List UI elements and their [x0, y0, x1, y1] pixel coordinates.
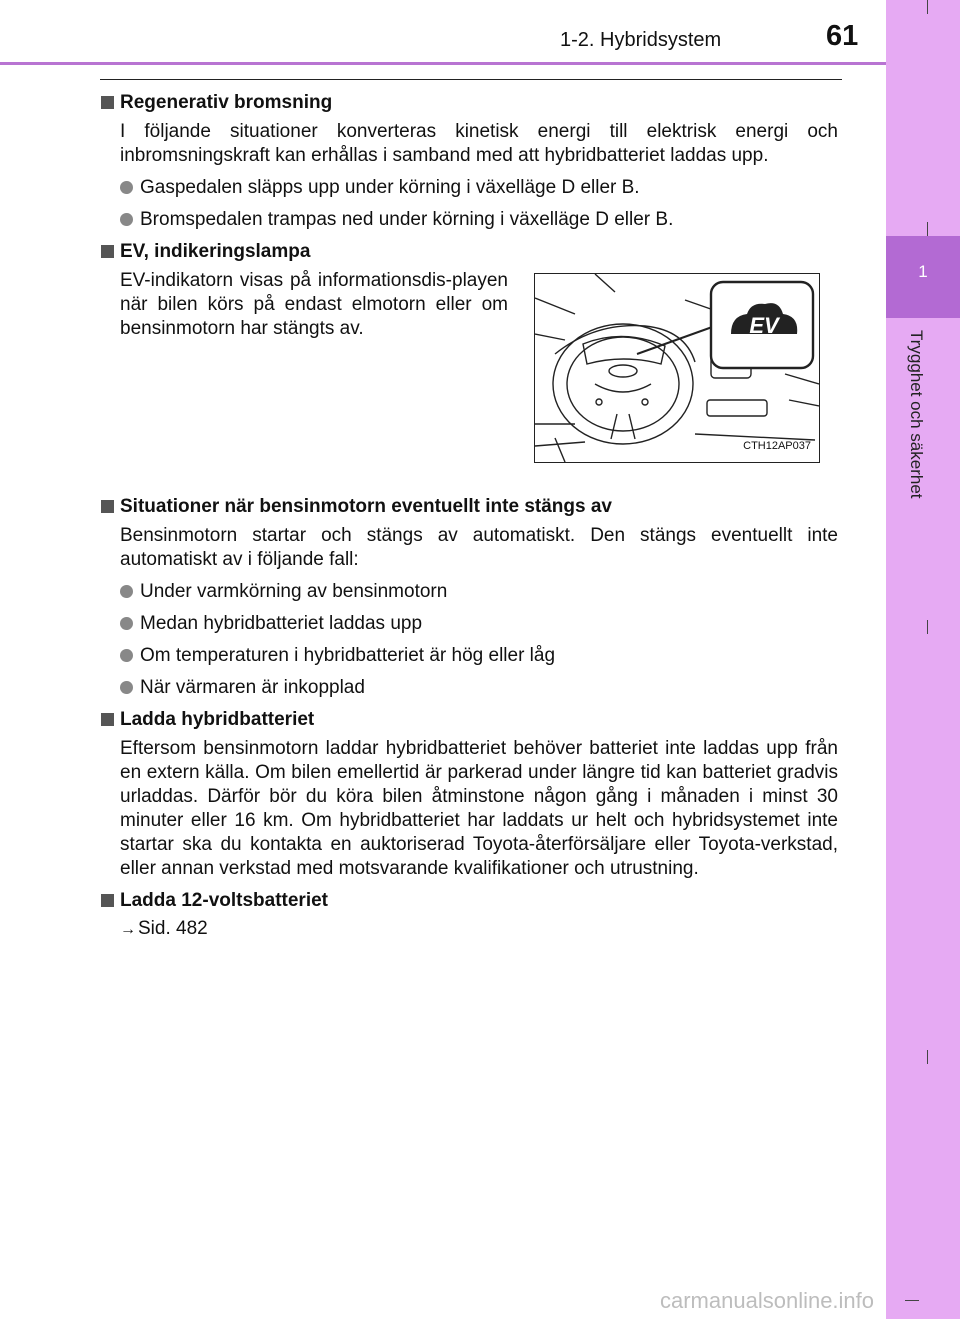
list-item-text: Bromspedalen trampas ned under körning i växelläge D eller B. — [140, 209, 674, 230]
arrow-right-icon: → — [120, 921, 136, 938]
list-item — [120, 580, 838, 604]
chapter-number: 1 — [918, 262, 928, 281]
top-rule — [100, 79, 842, 80]
figure-code: CTH12AP037 — [743, 440, 811, 452]
ev-block — [100, 269, 838, 495]
bullet-dot — [120, 181, 133, 194]
section-heading: Situationer när bensinmotorn eventuellt inte stängs av — [100, 495, 838, 519]
page-reference[interactable] — [120, 917, 838, 942]
paragraph: I följande situationer konverteras kinetisk energi till elektrisk energi och inbromsningskraft kan erhållas i samband med att hybridbatteriet laddas upp. — [120, 121, 838, 166]
watermark: carmanualsonline.info — [660, 1288, 875, 1313]
bullet-dot — [120, 617, 133, 630]
list-item-text: Medan hybridbatteriet laddas upp — [140, 613, 423, 634]
list-item-text: Under varmkörning av bensinmotorn — [140, 581, 448, 602]
page-content — [100, 91, 838, 942]
section-heading: Regenerativ bromsning — [100, 91, 838, 115]
crop-mark — [927, 0, 928, 14]
section-heading: Ladda 12-voltsbatteriet — [100, 889, 838, 913]
list-item — [120, 176, 838, 200]
page-reference-text: Sid. 482 — [138, 918, 208, 939]
chapter-title: Trygghet och säkerhet — [907, 330, 926, 499]
bullet-dot — [120, 681, 133, 694]
list-item — [120, 644, 838, 668]
paragraph: Bensinmotorn startar och stängs av automatiskt. Den stängs eventuellt inte automatiskt av i följande fall: — [120, 525, 838, 570]
list-item — [120, 612, 838, 636]
paragraph: EV-indikatorn visas på informationsdis-playen när bilen körs på endast elmotorn eller om bensinmotorn har stängts av. — [120, 270, 508, 339]
page-number: 61 — [826, 20, 859, 52]
list-item-text: Om temperaturen i hybridbatteriet är hög eller låg — [140, 645, 556, 666]
running-header: 1-2. Hybridsystem — [560, 29, 722, 51]
bullet-dot — [120, 585, 133, 598]
crop-mark — [905, 1300, 919, 1301]
crop-mark — [927, 222, 928, 236]
list-item — [120, 676, 838, 700]
list-item — [120, 208, 838, 232]
list-item-text: Gaspedalen släpps upp under körning i växelläge D eller B. — [140, 177, 640, 198]
section-heading: EV, indikeringslampa — [100, 240, 838, 264]
dashboard-illustration — [534, 273, 820, 463]
paragraph: Eftersom bensinmotorn laddar hybridbatteriet behöver batteriet inte laddas upp från en extern källa. Om bilen emellertid är parkerad under längre tid kan batteriet gradvis urladdas. Därför bör du köra bilen åtminstone någon gång i månaden i minst 30 minuter eller 16 km. Om hybridbatteriet har laddats ur helt och hybridsystemet inte startar ska du kontakta en auktoriserad Toyota-återförsäljare eller Toyota-verkstad, eller annan verkstad med motsvarande kvalifikationer och utrustning. — [120, 738, 838, 879]
crop-mark — [927, 620, 928, 634]
ev-badge-text: EV — [749, 313, 779, 338]
chapter-strip — [886, 0, 960, 1319]
list-item-text: När värmaren är inkopplad — [140, 677, 365, 698]
crop-mark — [927, 1050, 928, 1064]
bullet-dot — [120, 213, 133, 226]
section-heading: Ladda hybridbatteriet — [100, 708, 838, 732]
bullet-dot — [120, 649, 133, 662]
header-rule — [0, 62, 886, 65]
